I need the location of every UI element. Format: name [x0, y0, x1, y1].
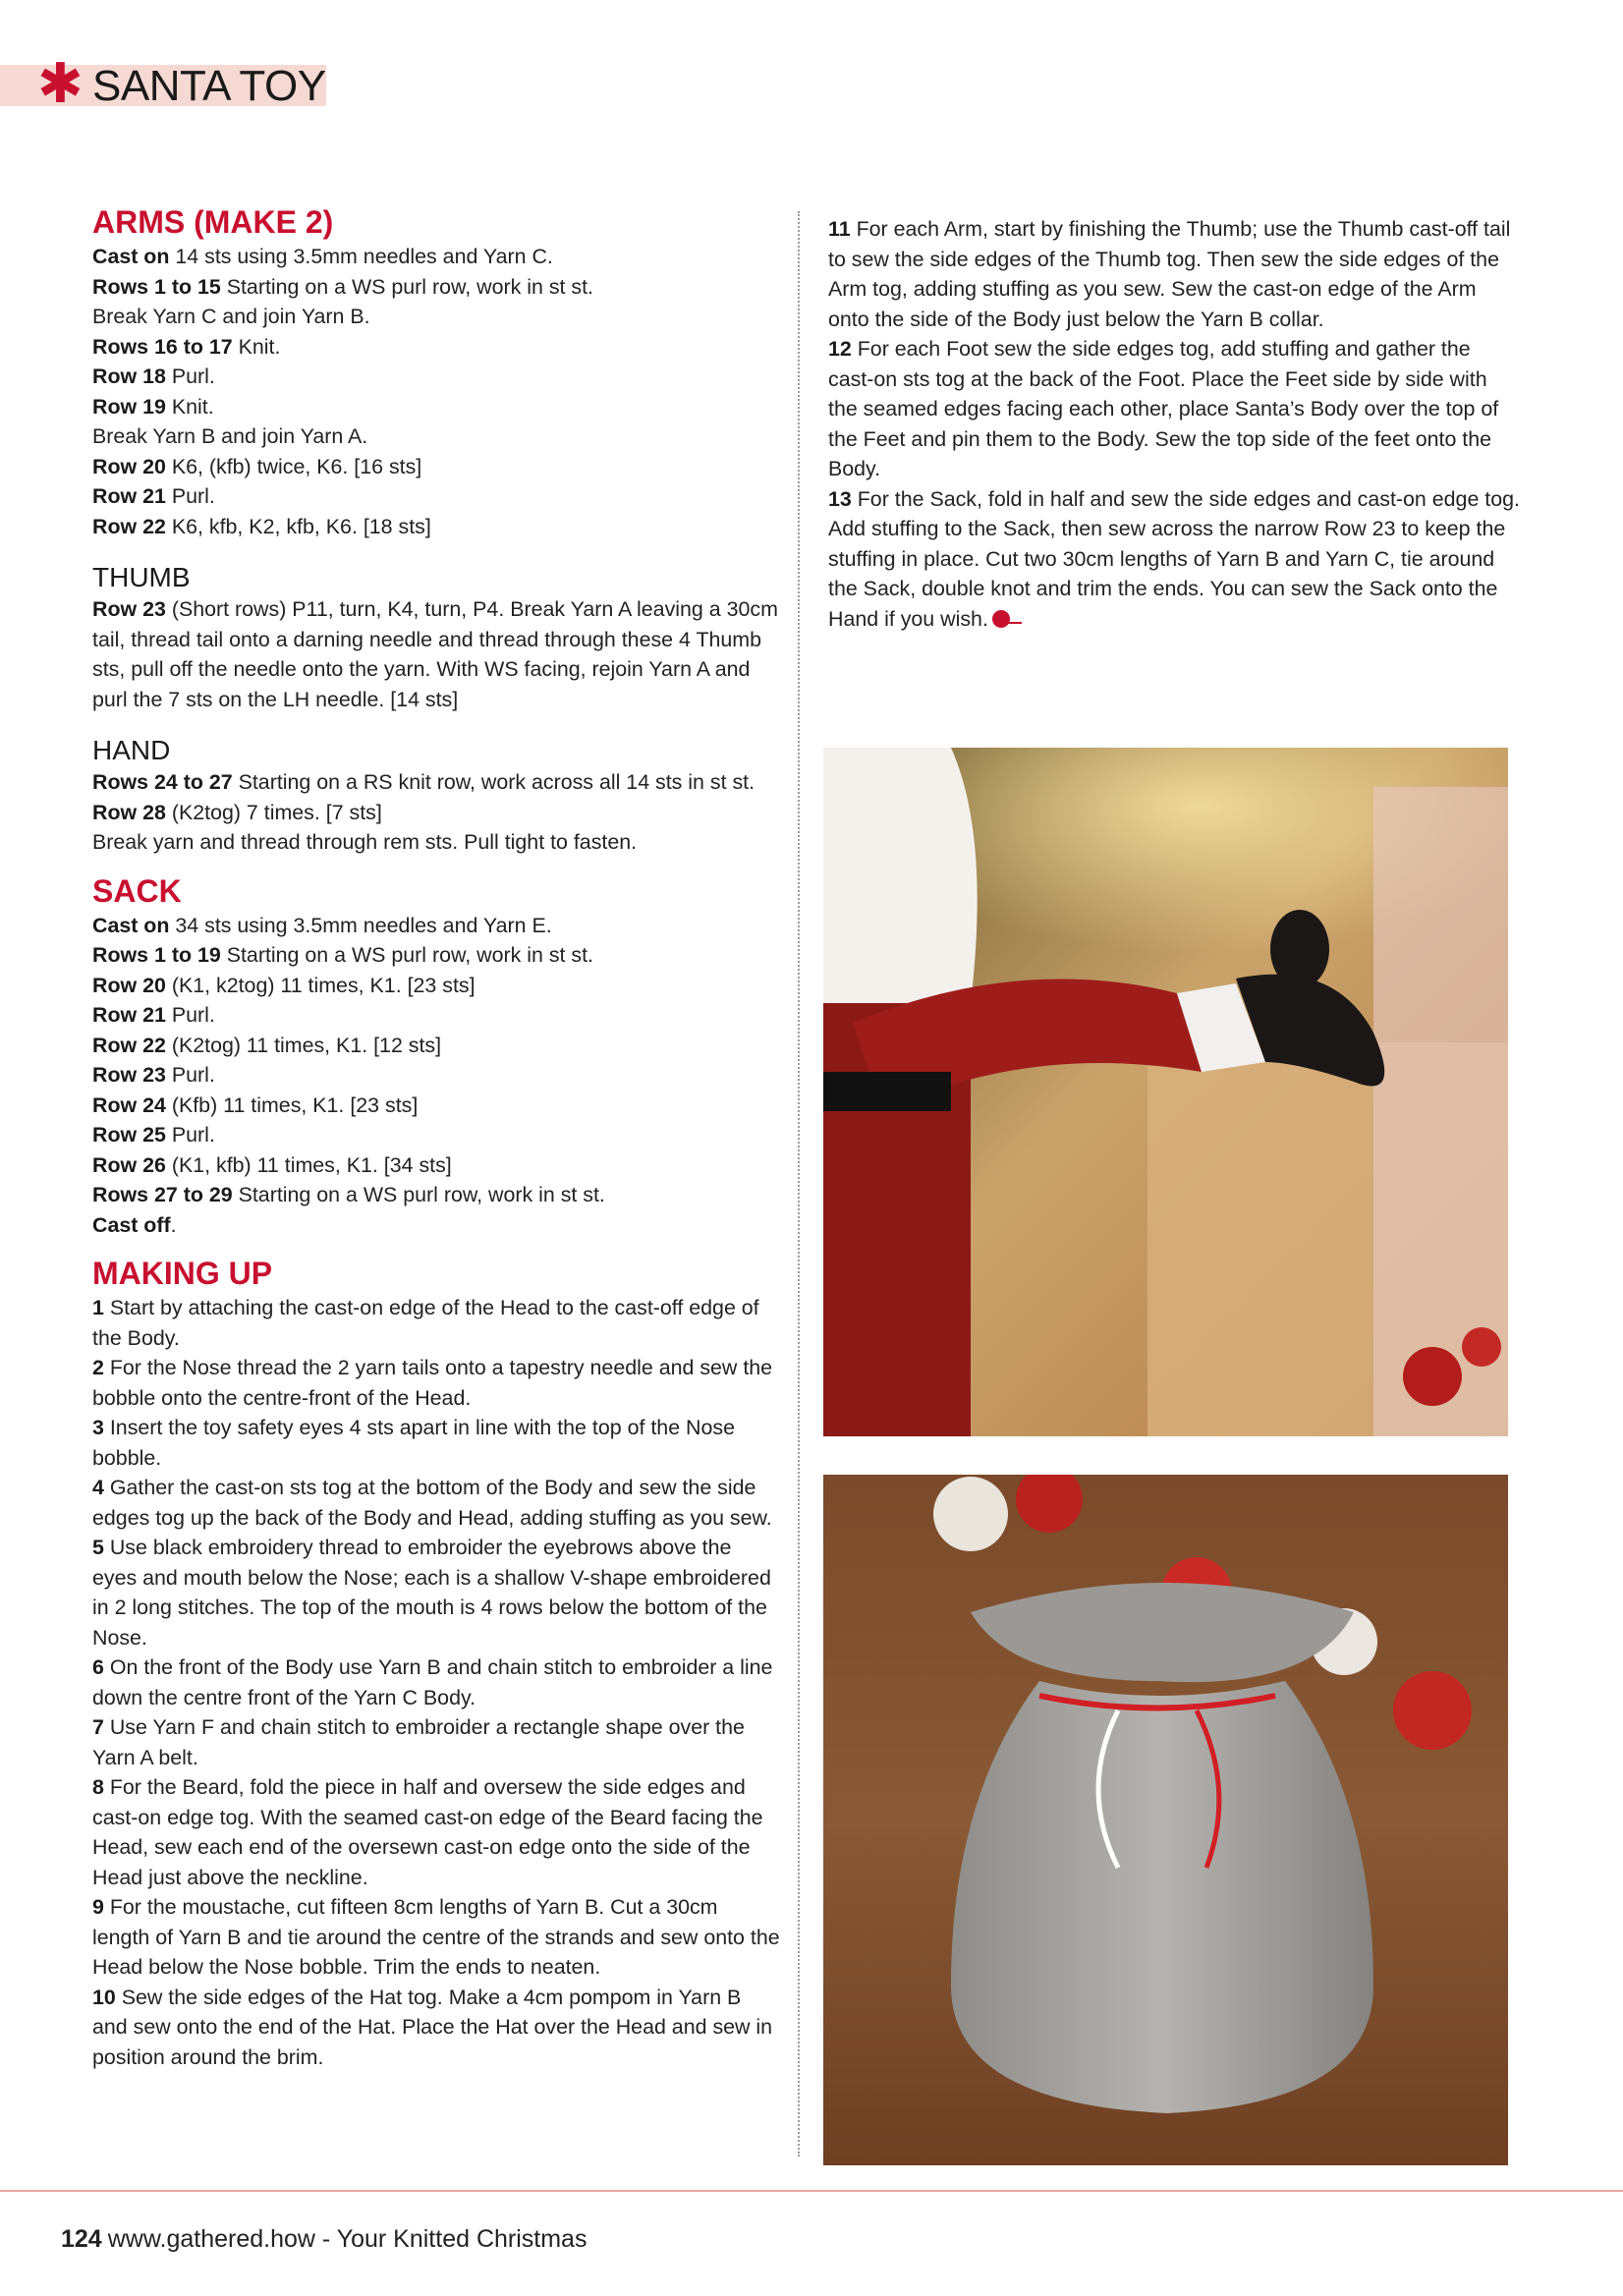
instruction-line: [92, 798, 780, 828]
instruction-label: Row 20: [92, 973, 166, 997]
instruction-label: 8: [92, 1775, 104, 1799]
instruction-label: Row 28: [92, 800, 166, 824]
instruction-text: Break yarn and thread through rem sts. Pull tight to fasten.: [92, 830, 638, 854]
instruction-label: 5: [92, 1536, 104, 1559]
instruction-label: 12: [828, 337, 852, 361]
instruction-text: Knit.: [232, 334, 281, 359]
making-up-instructions: [92, 1293, 780, 2072]
instruction-text: Starting on a WS purl row, work in st st.: [220, 943, 593, 967]
instruction-label: Row 26: [92, 1152, 166, 1177]
instruction-line: [828, 484, 1521, 635]
footer-rule: [0, 2190, 1623, 2192]
instruction-text: 34 sts using 3.5mm needles and Yarn E.: [169, 913, 552, 937]
instruction-label: Row 20: [92, 454, 166, 478]
instruction-line: [92, 1060, 780, 1091]
instruction-text: Break Yarn B and join Yarn A.: [92, 424, 368, 448]
instruction-text: Knit.: [165, 394, 214, 419]
instruction-text: (K2tog) 7 times. [7 sts]: [165, 800, 382, 824]
footer: [61, 2224, 587, 2254]
instruction-line: [92, 1533, 780, 1652]
instruction-line: [92, 272, 780, 303]
instruction-label: Row 21: [92, 484, 166, 508]
instruction-label: Row 23: [92, 597, 166, 621]
instruction-label: Cast on: [92, 245, 170, 268]
instruction-text: Gather the cast-on sts tog at the bottom of the Body and sew the side edges tog up the back of the Body and Head, adding stuffing as you sew.: [92, 1476, 772, 1530]
instruction-label: 2: [92, 1356, 104, 1379]
instruction-line: [92, 1293, 780, 1353]
instruction-label: Rows 24 to 27: [92, 770, 233, 794]
instruction-line: [92, 512, 780, 542]
instruction-line: [92, 242, 780, 272]
instruction-text: Starting on a RS knit row, work across all 14 sts in st st.: [232, 770, 756, 794]
instruction-line: [92, 1652, 780, 1712]
instruction-line: [92, 1091, 780, 1121]
instruction-label: Row 24: [92, 1092, 166, 1117]
instruction-text: 14 sts using 3.5mm needles and Yarn C.: [169, 245, 553, 268]
thumb-instructions: [92, 594, 780, 714]
instruction-text: Purl.: [165, 1003, 215, 1027]
instruction-text: Purl.: [165, 364, 215, 388]
instruction-text: For the Beard, fold the piece in half and oversew the side edges and cast-on edge tog. With the seamed cast-on edge of the Beard facing the Head, sew each end of the oversewn cast-on edge onto the side of the Head just above the neckline.: [92, 1775, 763, 1889]
yarn-ball-icon: [992, 610, 1010, 628]
instruction-label: Rows 16 to 17: [92, 334, 233, 359]
instruction-text: (K1, k2tog) 11 times, K1. [23 sts]: [165, 973, 476, 997]
instruction-line: [92, 362, 780, 392]
asterisk-star-icon: ✱: [37, 52, 84, 114]
arms-heading: ARMS (MAKE 2): [92, 204, 334, 240]
footer-text: www.gathered.how - Your Knitted Christmas: [107, 2225, 588, 2253]
thumb-heading: THUMB: [92, 562, 191, 592]
instruction-label: Row 25: [92, 1123, 166, 1147]
instruction-text: .: [170, 1212, 177, 1237]
instruction-line: [92, 1983, 780, 2073]
instruction-line: [92, 481, 780, 512]
instruction-text: For the Nose thread the 2 yarn tails onto a tapestry needle and sew the bobble onto the centre-front of the Head.: [92, 1356, 773, 1410]
instruction-text: Starting on a WS purl row, work in st st.: [220, 274, 593, 299]
instruction-label: 13: [828, 486, 852, 511]
santa-arm-photo: [823, 748, 1508, 1436]
instruction-text: (K2tog) 11 times, K1. [12 sts]: [165, 1033, 442, 1057]
instruction-text: Purl.: [165, 1123, 215, 1147]
hand-heading: HAND: [92, 735, 171, 765]
instruction-line: [92, 940, 780, 971]
instruction-line: [92, 827, 780, 858]
instruction-label: Row 18: [92, 364, 166, 388]
instruction-text: Use black embroidery thread to embroider the eyebrows above the eyes and mouth below the Nose; each is a shallow V-shape embroidered in 2 long stitches. The top of the mouth is 4 rows below the bottom of the Nose.: [92, 1536, 771, 1650]
instruction-text: (K1, kfb) 11 times, K1. [34 sts]: [165, 1152, 452, 1177]
instruction-label: Row 22: [92, 1033, 166, 1057]
instruction-line: [92, 767, 780, 798]
instruction-label: Cast off: [92, 1212, 171, 1237]
instruction-text: (Kfb) 11 times, K1. [23 sts]: [165, 1092, 419, 1117]
sack-instructions: [92, 911, 780, 1241]
right-column: [828, 214, 1521, 634]
instruction-text: For the moustache, cut fifteen 8cm lengths of Yarn B. Cut a 30cm length of Yarn B and tie around the centre of the strands and sew onto the Head below the Nose bobble. Trim the ends to neaten.: [92, 1895, 780, 1979]
instruction-label: Row 21: [92, 1003, 166, 1027]
instruction-line: [92, 392, 780, 422]
instruction-label: Row 19: [92, 394, 166, 419]
instruction-line: [92, 1180, 780, 1210]
making-up-heading: MAKING UP: [92, 1256, 273, 1291]
instruction-text: For the Sack, fold in half and sew the side edges and cast-on edge tog. Add stuffing to the Sack, then sew across the narrow Row 23 to keep the stuffing in place. Cut two 30cm lengths of Yarn B and Yarn C, tie around the Sack, double knot and trim the ends. You can sew the Sack onto the Hand if you wish.: [828, 486, 1520, 631]
instruction-text: On the front of the Body use Yarn B and chain stitch to embroider a line down the centre front of the Yarn C Body.: [92, 1655, 773, 1709]
hand-instructions: [92, 767, 780, 858]
instruction-text: Starting on a WS purl row, work in st st.: [232, 1183, 605, 1206]
instruction-line: [92, 1353, 780, 1413]
sack-heading: SACK: [92, 872, 182, 909]
instruction-text: Sew the side edges of the Hat tog. Make a 4cm pompom in Yarn B and sew onto the end of the Hat. Place the Hat over the Head and sew in position around the brim.: [92, 1985, 773, 2069]
instruction-text: For each Arm, start by finishing the Thumb; use the Thumb cast-off tail to sew the side edges of the Thumb tog. Then sew the side edges of the Arm tog, adding stuffing as you sew. Sew the cast-on edge of the Arm onto the side of the Body just below the Yarn B collar.: [828, 217, 1511, 331]
page-title: SANTA TOY: [92, 62, 326, 110]
instruction-line: [92, 1712, 780, 1772]
instruction-text: Purl.: [165, 1063, 215, 1087]
instruction-label: Rows 1 to 19: [92, 943, 221, 967]
instruction-label: Row 23: [92, 1063, 166, 1087]
instruction-line: [92, 594, 780, 714]
instruction-line: [92, 1473, 780, 1533]
instruction-line: [92, 332, 780, 363]
arms-instructions: [92, 242, 780, 541]
instruction-label: 7: [92, 1715, 104, 1739]
instruction-text: For each Foot sew the side edges tog, add stuffing and gather the cast-on sts tog at the back of the Foot. Place the Feet side by side with the seamed edges facing each other, place Santa’s Body over the top of the Feet and pin them to the Body. Sew the top side of the feet onto the Body.: [828, 337, 1499, 480]
instruction-line: [92, 971, 780, 1001]
instruction-text: Use Yarn F and chain stitch to embroider a rectangle shape over the Yarn A belt.: [92, 1715, 745, 1769]
instruction-text: K6, (kfb) twice, K6. [16 sts]: [165, 454, 422, 478]
instruction-label: 11: [828, 217, 851, 241]
yarn-tail-icon: [1008, 622, 1022, 624]
instruction-line: [92, 1892, 780, 1983]
instruction-line: [92, 452, 780, 482]
instruction-line: [92, 1150, 780, 1181]
instruction-line: [92, 1772, 780, 1892]
instruction-line: [92, 1000, 780, 1031]
page-number: 124: [61, 2225, 102, 2253]
instruction-label: Rows 27 to 29: [92, 1183, 233, 1206]
instruction-text: Insert the toy safety eyes 4 sts apart in line with the top of the Nose bobble.: [92, 1416, 735, 1470]
instruction-line: [828, 334, 1521, 484]
instruction-text: Break Yarn C and join Yarn B.: [92, 305, 370, 328]
column-divider: [798, 211, 800, 2156]
instruction-label: Row 22: [92, 514, 166, 538]
instruction-text: Purl.: [165, 484, 215, 508]
instruction-label: 9: [92, 1895, 104, 1919]
knitted-sack-photo: [823, 1475, 1508, 2165]
instruction-text: (Short rows) P11, turn, K4, turn, P4. Break Yarn A leaving a 30cm tail, thread tail onto a darning needle and thread through these 4 Thumb sts, pull off the needle onto the yarn. With WS facing, rejoin Yarn A and purl the 7 sts on the LH needle. [14 sts]: [92, 597, 778, 711]
instruction-label: Rows 1 to 15: [92, 274, 221, 299]
instruction-label: 3: [92, 1416, 104, 1439]
instruction-line: [92, 911, 780, 941]
instruction-line: [828, 214, 1521, 334]
instruction-line: [92, 1120, 780, 1150]
instruction-label: 10: [92, 1985, 116, 2009]
instruction-line: [92, 1031, 780, 1061]
making-up-continued: [828, 214, 1521, 634]
instruction-label: 1: [92, 1296, 104, 1319]
instruction-line: [92, 1413, 780, 1473]
instruction-label: 4: [92, 1476, 104, 1499]
instruction-line: [92, 1210, 780, 1241]
instruction-text: Start by attaching the cast-on edge of the Head to the cast-off edge of the Body.: [92, 1296, 759, 1350]
left-column: [92, 202, 780, 2072]
instruction-line: [92, 421, 780, 452]
instruction-label: Cast on: [92, 913, 170, 937]
instruction-text: K6, kfb, K2, kfb, K6. [18 sts]: [165, 514, 431, 538]
instruction-line: [92, 302, 780, 332]
instruction-label: 6: [92, 1655, 104, 1679]
